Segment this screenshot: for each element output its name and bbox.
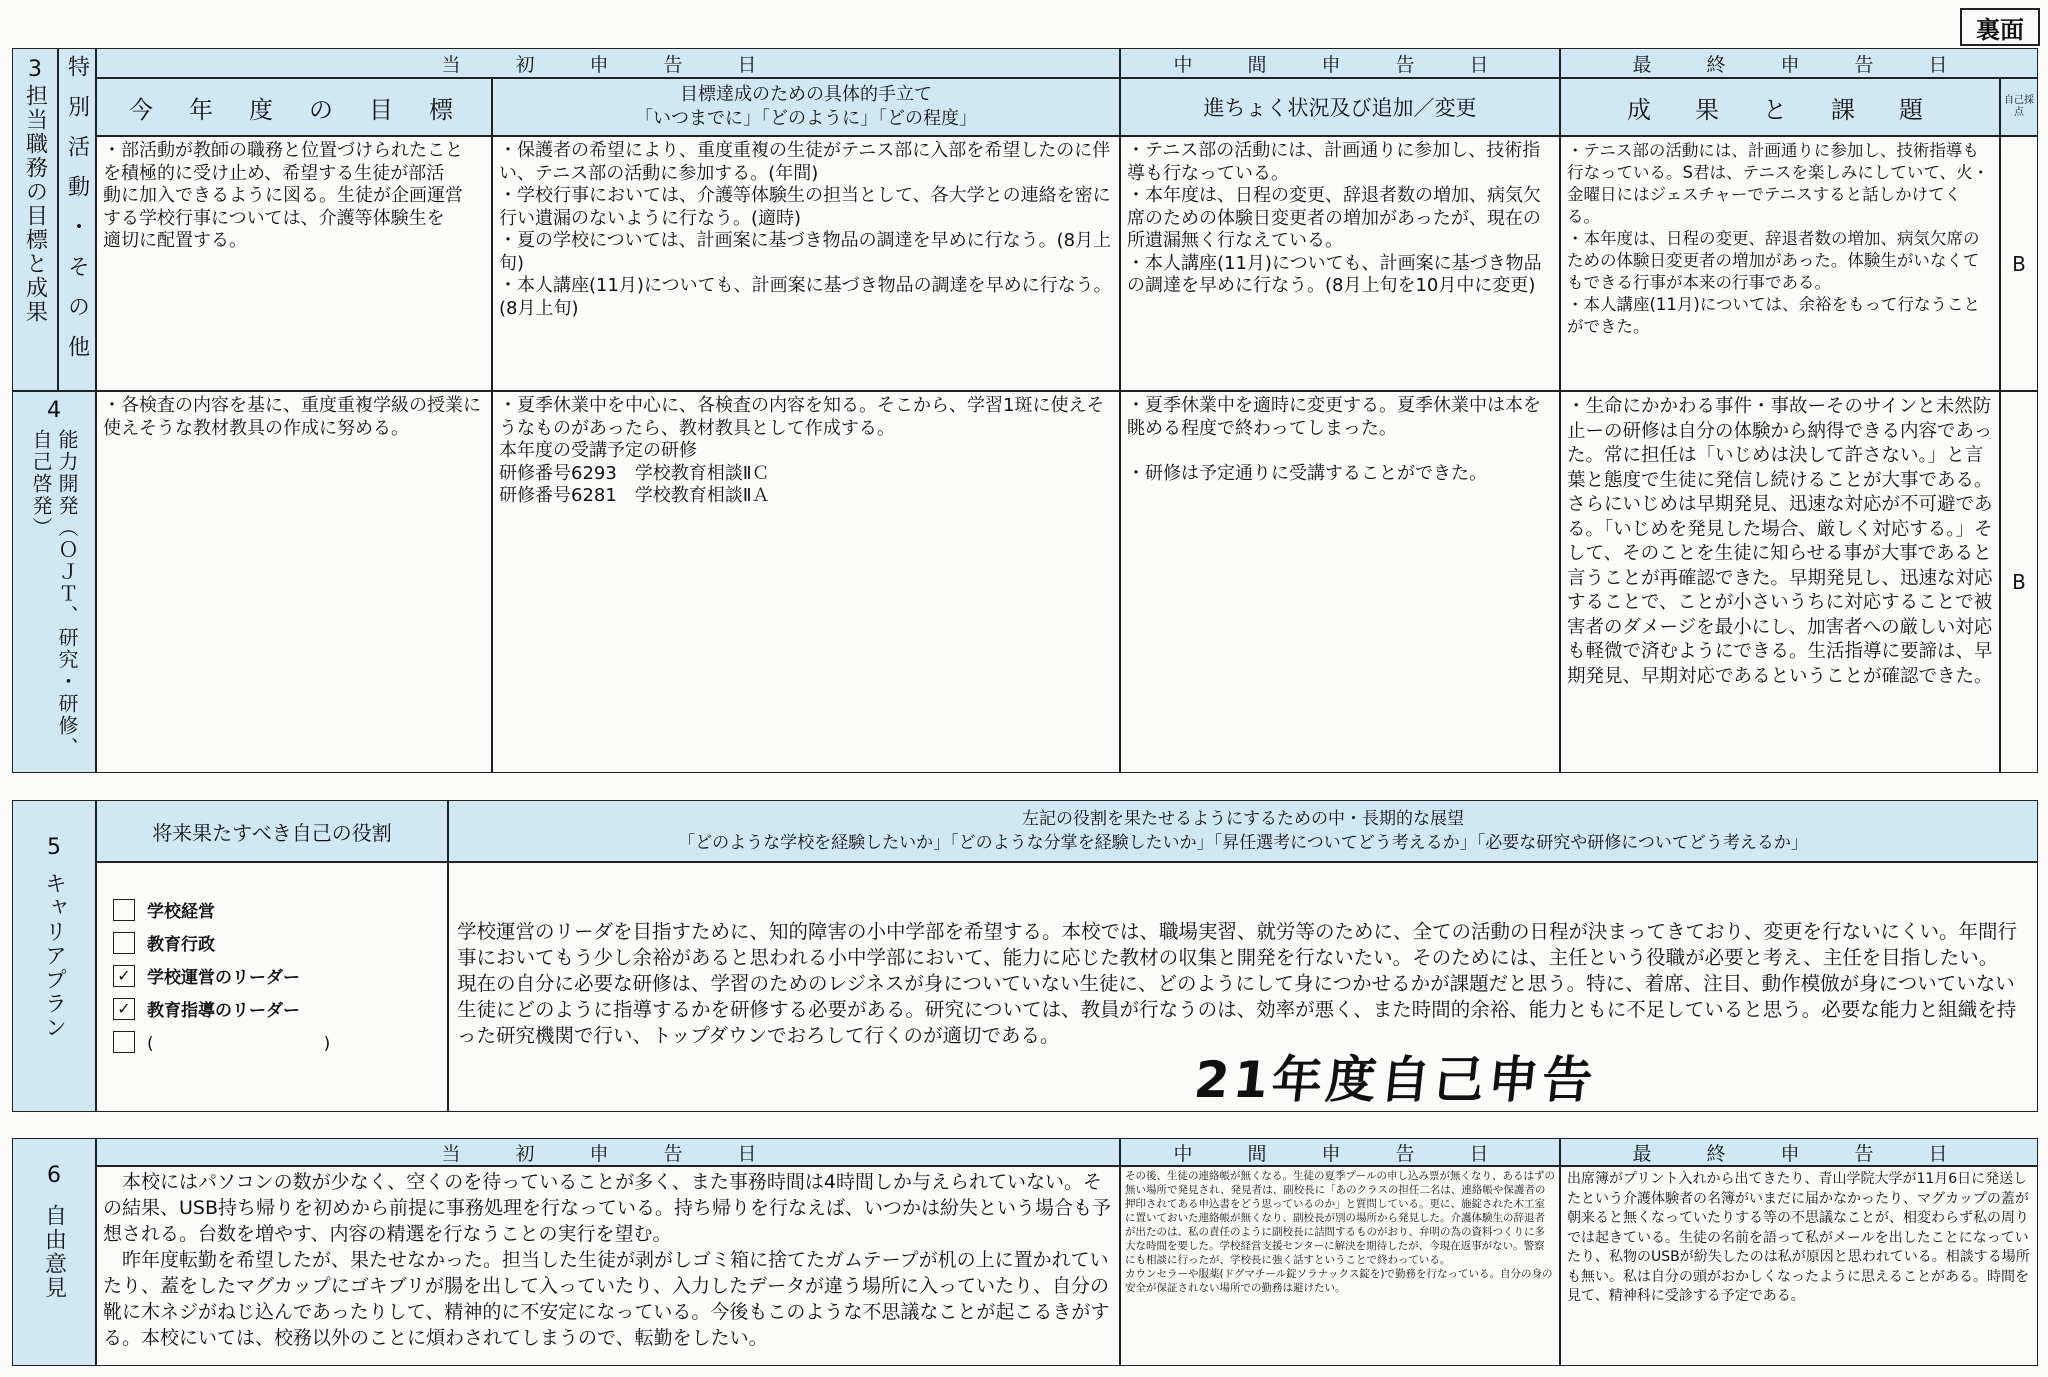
section-3-result: ・テニス部の活動には、計画通りに参加し、技術指導も行なっている。S君は、テニスを楽しみにしていて、火・金曜日にはジェスチャーでテニスすると話しかけてくる。 ・本年度は、日程の変更、辞退者数の増加、病気欠席のための体験日変更者の増加があった。体験生がいなくてもできる行事が本来の行事である。 ・本人講座(11月)については、余裕をもって行なうことができた。 [1560,136,2000,391]
col-goal-header: 今 年 度 の 目 標 [96,78,492,136]
section-5-number: 5 [47,835,61,860]
section-4-plan: ・夏季休業中を中心に、各検査の内容を知る。そこから、学習1斑に使えそうなものがあったら、教材教具として作成する。 本年度の受講予定の研修 研修番号6293 学校教育相談ⅡＣ 研修番号6281 学校教育相談ⅡＡ [492,391,1120,773]
role-option[interactable] [113,893,447,926]
section-3-progress: ・テニス部の活動には、計画通りに参加し、技術指導も行なっている。 ・本年度は、日程の変更、辞退者数の増加、病気欠席のための体験日変更者の増加があったが、現在の所遺漏無く行なえている。 ・本人講座(11月)についても、計画案に基づき物品の調達を早めに行なう。(8月上旬を10月中に変更) [1120,136,1560,391]
role-option-label: 教育指導のリーダー [147,1001,300,1021]
checkbox[interactable] [113,1031,135,1053]
section-6-mid: その後、生徒の連絡帳が無くなる。生徒の夏季プールの申し込み票が無くなり、あるはずの無い場所で発見され、発見者は、副校長に「あのクラスの担任二名は、連絡帳や保護者の押印されてある申込書をどう思っているのか」と質問している。更に、施錠された木工室に置いておいた連絡帳が無くなり、副校長が別の場所から発見した。介護体験生の辞退者が出たのは、私の責任のように副校長に詰問するものがおり、弁明の為の資料つくりに多大な時間を要した。学校経営支援センターに解決を期待したが、今現在返事がない。警察にも相談に行ったが、学校長に強く話すということで終わっている。 カウンセラーや服薬(ドグマチール錠ソラナックス錠を)で勤務を行なっている。自分の身の安全が保証されない場所での勤務は避けたい。 [1120,1166,1560,1366]
section-3-title: 担当職務の目標と成果 [22,84,48,324]
section-6-header-initial: 当 初 申 告 日 [96,1138,1120,1166]
section-6-label [12,1138,96,1366]
col-score-header: 自己採点 [2000,78,2038,136]
section-3-sub-label [58,48,96,391]
role-option-label: ( ) [147,1034,331,1054]
section-4-progress: ・夏季休業中を適時に変更する。夏季休業中は本を眺める程度で終わってしまった。 ・研修は予定通りに受講することができた。 [1120,391,1560,773]
checkbox[interactable]: ✓ [113,965,135,987]
section-6-final: 出席簿がプリント入れから出てきたり、青山学院大学が11月6日に発送したという介護体験者の名簿がいまだに届かなかったり、マグカップの蓋が朝来ると無くなっていたりする等の不思議なことが、相変わらず私の周りでは起きている。生徒の名前を語って私がメールを出したことになっていたり、私物のUSBが紛失したのは私が原因と思われている。相談する場所も無い。私は自分の頭がおかしくなったように思えることがある。時間を見て、精神科に受診する予定である。 [1560,1166,2038,1366]
section-5-title: キャリアプラン [41,872,67,1040]
section-3-sub-title: 特別活動・その他 [64,55,90,375]
role-option[interactable] [113,926,447,959]
col-progress-header: 進ちょく状況及び追加／変更 [1120,78,1560,136]
section-6-header-mid: 中 間 申 告 日 [1120,1138,1560,1166]
section-6-title: 自由意見 [41,1204,67,1300]
col-role-header: 将来果たすべき自己の役割 [96,800,448,862]
section-4-goal: ・各検査の内容を基に、重度重複学級の授業に使えそうな教材教具の作成に努める。 [96,391,492,773]
header-final: 最 終 申 告 日 [1560,48,2038,78]
handwritten-note: 21年度自己申告 [1191,1051,1600,1109]
role-option[interactable] [113,1025,447,1058]
role-option[interactable] [113,959,447,992]
header-initial: 当 初 申 告 日 [96,48,1120,78]
section-6-header-final: 最 終 申 告 日 [1560,1138,2038,1166]
section-4-label [12,391,96,773]
section-6-initial: 本校にはパソコンの数が少なく、空くのを待っていることが多く、また事務時間は4時間しか与えられていない。その結果、USB持ち帰りを初めから前提に事務処理を行なっている。持ち帰りを行なえば、いつかは紛失という場合も予想される。台数を増やす、内容の精選を行なうことの実行を望む。 昨年度転勤を希望したが、果たせなかった。担当した生徒が剥がしゴミ箱に捨てたガムテープが机の上に置かれていたり、蓋をしたマグカップにゴキブリが腸を出して入っていたり、入力したデータが違う場所に入っていたり、自分の靴に木ネジがねじ込んであったりして、精神的に不安定になっている。今後もこのような不思議なことが起こるきがする。本校にいては、校務以外のことに煩わされてしまうので、転勤をしたい。 [96,1166,1120,1366]
role-checklist [96,862,448,1112]
page-side-label: 裏面 [1960,8,2040,46]
section-3-label [12,48,58,391]
col-plan-header: 目標達成のための具体的手立て 「いつまでに」「どのように」「どの程度」 [492,78,1120,136]
checkbox[interactable]: ✓ [113,998,135,1020]
section-4-result: ・生命にかかわる事件・事故ーそのサインと未然防止ーの研修は自分の体験から納得できる内容であった。常に担任は「いじめは決して許さない。」と言葉と態度で生徒に発信し続けることが大事である。さらにいじめは早期発見、迅速な対応が不可避である。「いじめを発見した場合、厳しく対応する。」そして、そのことを生徒に知らせる事が大事であると言うことが再確認できた。早期発見し、迅速な対応することで、ことが小さいうちに対応することで被害者のダメージを最小にし、加害者への厳しい対応も軽微で済むようにできる。生活指導に要諦は、早期発見、早期対応であるということが確認できた。 [1560,391,2000,773]
section-3-number: 3 [28,57,42,82]
role-option-label: 学校運営のリーダー [147,968,300,988]
section-6-number: 6 [47,1163,61,1188]
col-vision-header: 左記の役割を果たせるようにするための中・長期的な展望 「どのような学校を経験したいか」「どのような分掌を経験したいか」「昇任選考についてどう考えるか」「必要な研究や研修についてどう考えるか」 [448,800,2038,862]
section-4-score: B [2000,391,2038,773]
header-mid: 中 間 申 告 日 [1120,48,1560,78]
role-option-label: 教育行政 [147,935,215,955]
section-4-title: 能力開発（ＯＪＴ、研究・研修、自己啓発） [29,429,79,759]
section-3-score: B [2000,136,2038,391]
career-vision-body: 学校運営のリーダを目指すために、知的障害の小中学部を希望する。本校では、職場実習、就労等のために、全ての活動の日程が決まってきており、変更を行ないにくい。年間行事においてもう少し余裕があると思われる小中学部において、能力に応じた教材の収集と開発を行ないたい。そのためには、主任という役職が必要と考え、主任を目指したい。 現在の自分に必要な研修は、学習のためのレジネスが身についていない生徒に、どのようにして身につかせるかが課題だと思う。特に、着席、注目、動作模倣が身についていない生徒にどのように指導するかを研修する必要がある。研究については、教員が行なうのは、効率が悪く、また時間的余裕、能力ともに不足していると思う。必要な能力と組織を持った研究機関で行い、トップダウンでおろして行くのが適切である。 [457,920,2018,1047]
role-option[interactable] [113,992,447,1025]
checkbox[interactable] [113,899,135,921]
section-5-label [12,800,96,1112]
checkbox[interactable] [113,932,135,954]
section-3-goal: ・部活動が教師の職務と位置づけられたこと を積極的に受け止め、希望する生徒が部活 動に加入できるように図る。生徒が企画運営 する学校行事については、介護等体験生を 適切に配置する。 [96,136,492,391]
col-result-header: 成 果 と 課 題 [1560,78,2000,136]
section-4-number: 4 [47,398,61,423]
role-option-label: 学校経営 [147,902,215,922]
section-3-plan: ・保護者の希望により、重度重複の生徒がテニス部に入部を希望したのに伴い、テニス部の活動に参加する。(年間) ・学校行事においては、介護等体験生の担当として、各大学との連絡を密に行い遺漏のないように行なう。(適時) ・夏の学校については、計画案に基づき物品の調達を早めに行なう。(8月上旬) ・本人講座(11月)についても、計画案に基づき物品の調達を早めに行なう。(8月上旬) [492,136,1120,391]
